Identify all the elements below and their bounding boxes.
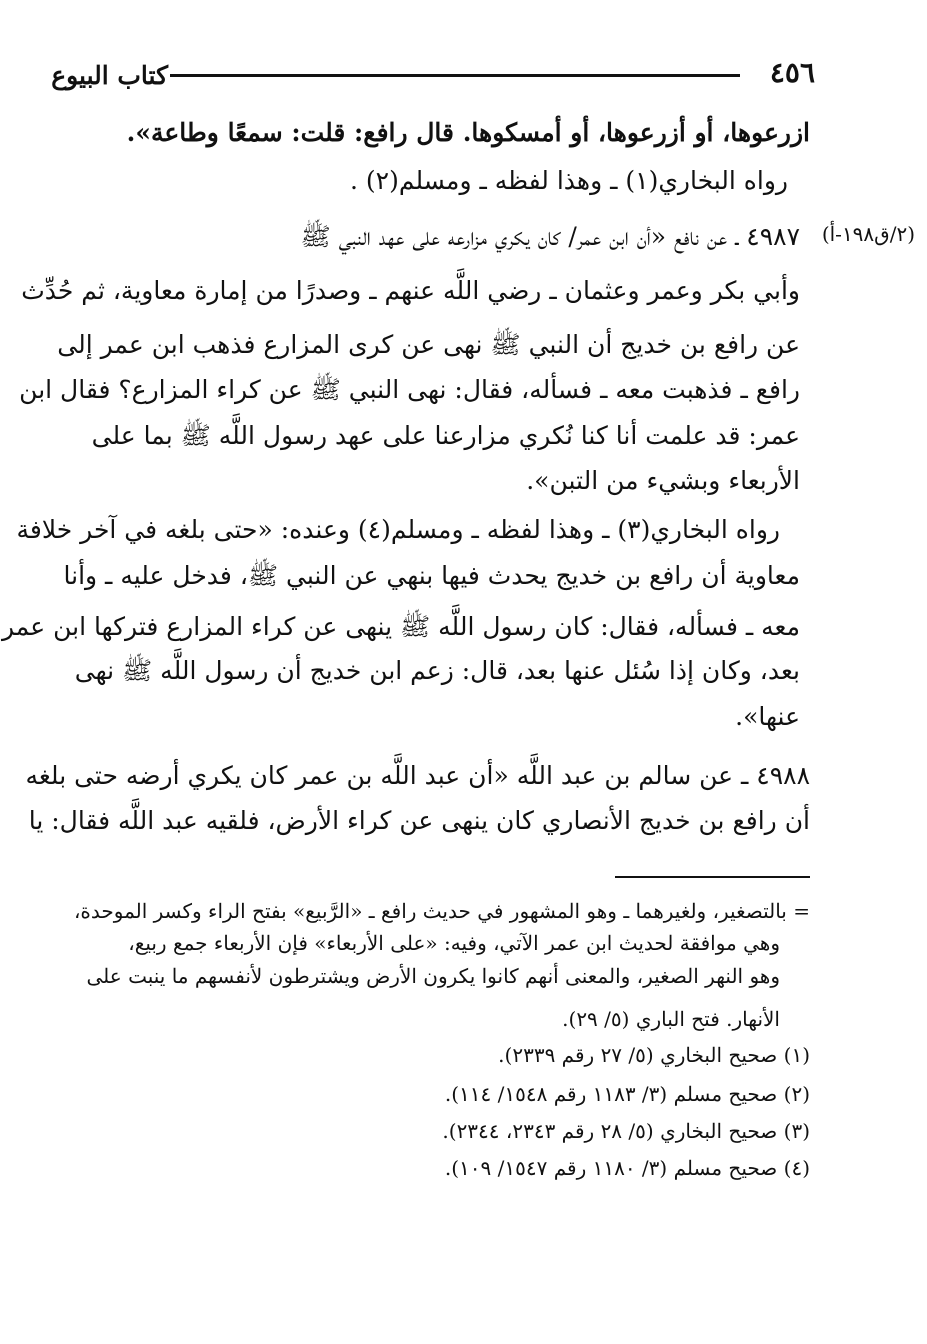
takhrij-line-5: عنها». [735, 702, 800, 731]
hadith-4987-line-3: عن رافع بن خديج أن النبي ﷺ نهى عن كرى المزارع فذهب ابن عمر إلى [57, 330, 800, 359]
page-number: ٤٥٦ [769, 56, 815, 89]
margin-reference: (٢/ق١٩٨-أ) [821, 222, 915, 246]
takhrij-line-4: بعد، وكان إذا سُئل عنها بعد، قال: زعم ابن خديج أن رسول اللَّه ﷺ نهى [74, 656, 800, 685]
takhrij-line-1: رواه البخاري(٣) ـ وهذا لفظه ـ ومسلم(٤) وعنده: «حتى بلغه في آخر خلافة [16, 515, 780, 544]
footnote-continued-line-1: = بالتصغير، ولغيرهما ـ وهو المشهور في حديث رافع ـ «الرَّبيع» بفتح الراء وكسر الموحدة، [73, 899, 810, 923]
hadith-4987-line-1: ٤٩٨٧ ـ عن نافع «أن ابن عمر/ كان يكري مزارعه على عهد النبي ﷺ [300, 222, 800, 251]
footnote-continued-line-3: وهو النهر الصغير، والمعنى أنهم كانوا يكرون الأرض ويشترطون لأنفسهم ما ينبت على [86, 964, 780, 988]
header-rule [170, 74, 740, 77]
hadith-4987-line-4: رافع ـ فذهبت معه ـ فسأله، فقال: نهى النبي ﷺ عن كراء المزارع؟ فقال ابن [19, 375, 800, 404]
takhrij-line-3: معه ـ فسأله، فقال: كان رسول اللَّه ﷺ ينهى عن كراء المزارع فتركها ابن عمر [2, 612, 800, 641]
footnote-separator [615, 876, 810, 878]
hadith-4988-line-2: أن رافع بن خديج الأنصاري كان ينهى عن كراء الأرض، فلقيه عبد اللَّه فقال: يا [28, 806, 810, 835]
hadith-4987-line-6: الأربعاء وبشيء من التبن». [526, 466, 800, 495]
book-title: كتاب البيوع [51, 61, 168, 90]
footnote-3: (٣) صحيح البخاري (٥/ ٢٨ رقم ٢٣٤٣، ٢٣٤٤). [442, 1119, 810, 1143]
footnote-2: (٢) صحيح مسلم (٣/ ١١٨٣ رقم ١٥٤٨/ ١١٤). [444, 1082, 810, 1106]
footnote-continued-line-4: الأنهار. فتح الباري (٥/ ٢٩). [562, 1007, 780, 1031]
footnote-1: (١) صحيح البخاري (٥/ ٢٧ رقم ٢٣٣٩). [498, 1043, 810, 1067]
hadith-4988-line-1: ٤٩٨٨ ـ عن سالم بن عبد اللَّه «أن عبد اللَّه بن عمر كان يكري أرضه حتى بلغه [25, 761, 810, 790]
hadith-4987-line-2: وأبي بكر وعمر وعثمان ـ رضي اللَّه عنهم ـ وصدرًا من إمارة معاوية، ثم حُدِّث [21, 276, 800, 305]
hadith-4987-line-5: عمر: قد علمت أنا كنا نُكري مزارعنا على عهد رسول اللَّه ﷺ بما على [91, 421, 800, 450]
body-line-1: ازرعوها، أو أزرعوها، أو أمسكوها. قال رافع: قلت: سمعًا وطاعة». [126, 118, 810, 147]
body-line-2: رواه البخاري(١) ـ وهذا لفظه ـ ومسلم(٢) . [349, 166, 788, 195]
footnote-continued-line-2: وهي موافقة لحديث ابن عمر الآتي، وفيه: «على الأربعاء» فإن الأربعاء جمع ربيع، [128, 931, 780, 955]
takhrij-line-2: معاوية أن رافع بن خديج يحدث فيها بنهي عن النبي ﷺ، فدخل عليه ـ وأنا [63, 561, 800, 590]
footnote-4: (٤) صحيح مسلم (٣/ ١١٨٠ رقم ١٥٤٧/ ١٠٩). [444, 1156, 810, 1180]
